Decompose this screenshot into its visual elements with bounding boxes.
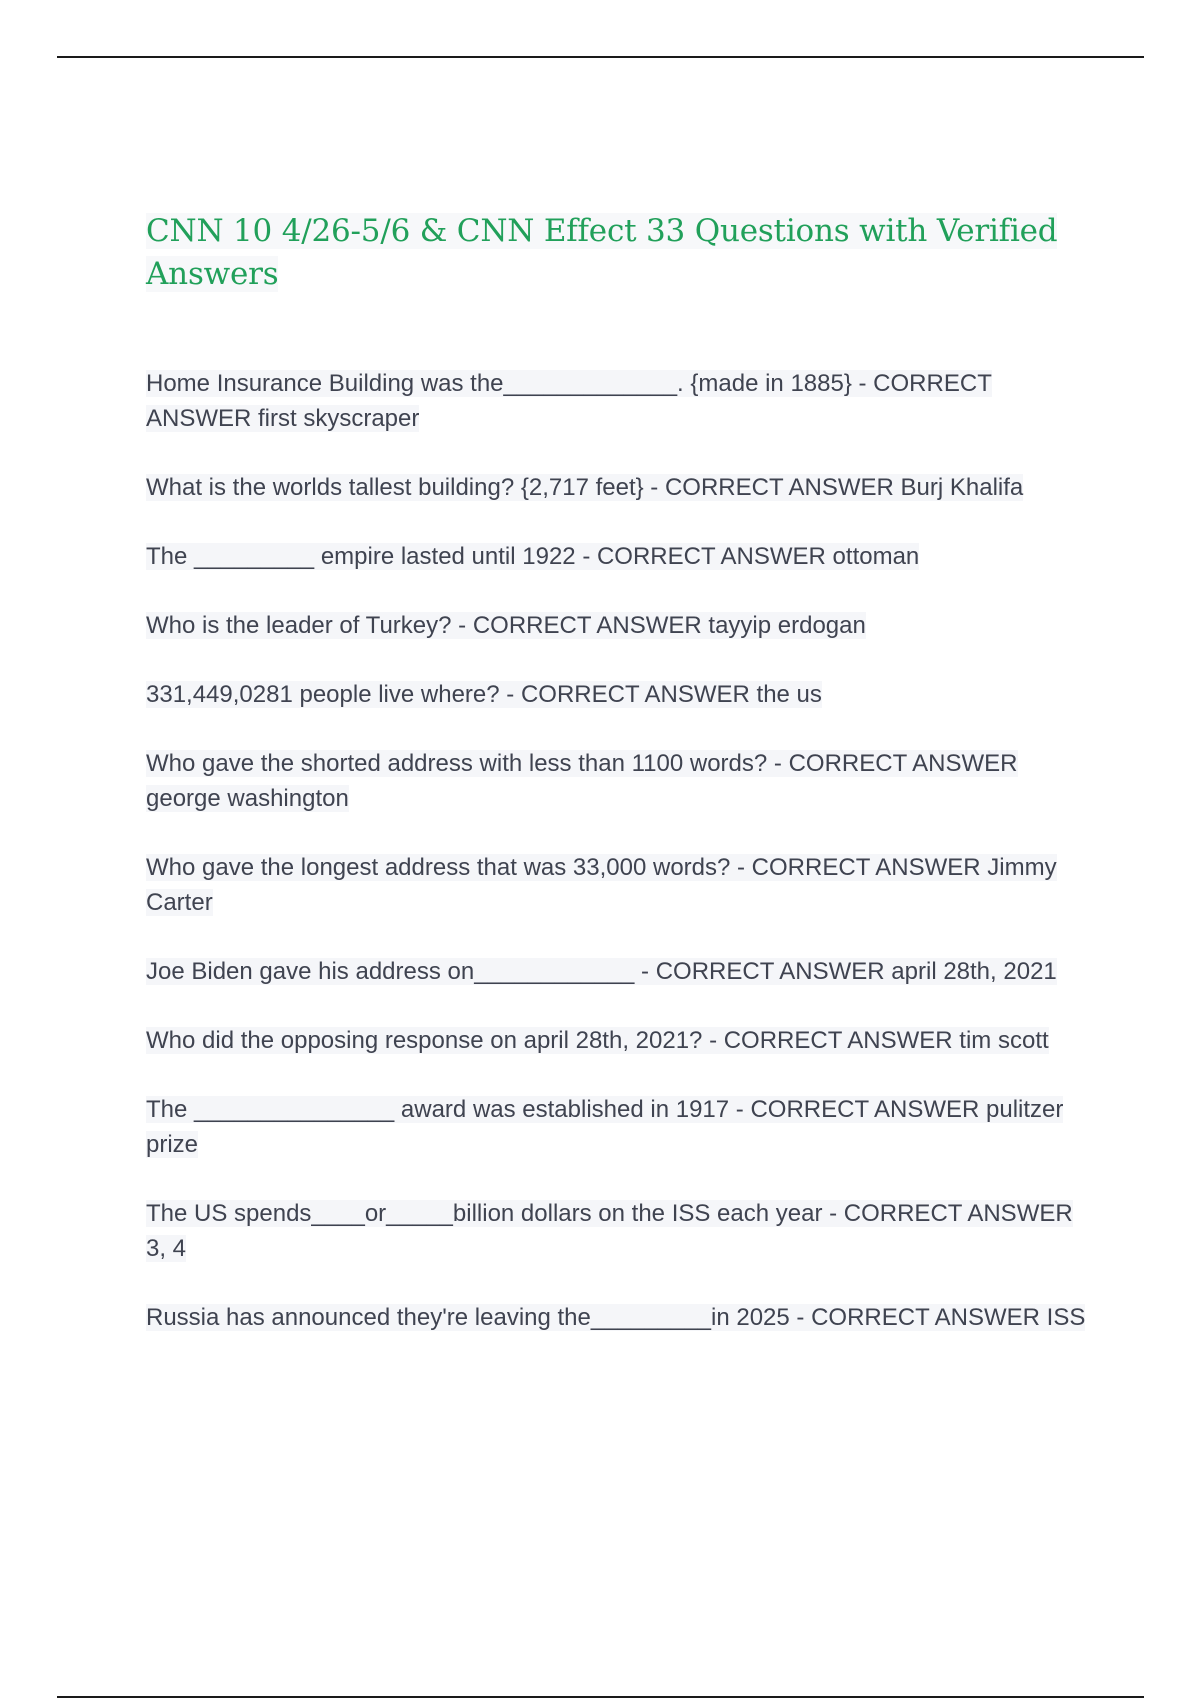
qa-item: Who did the opposing response on april 28th, 2021? - CORRECT ANSWER tim scott xyxy=(146,1027,1049,1054)
qa-item: What is the worlds tallest building? {2,717 feet} - CORRECT ANSWER Burj Khalifa xyxy=(146,474,1024,501)
document-body xyxy=(146,210,1096,1369)
qa-item: Joe Biden gave his address on____________ - CORRECT ANSWER april 28th, 2021 xyxy=(146,958,1057,985)
document-title: CNN 10 4/26-5/6 & CNN Effect 33 Questions with Verified Answers xyxy=(146,213,1058,292)
top-rule xyxy=(57,56,1144,58)
qa-item: The _________ empire lasted until 1922 - CORRECT ANSWER ottoman xyxy=(146,543,920,570)
qa-item: Who is the leader of Turkey? - CORRECT ANSWER tayyip erdogan xyxy=(146,612,866,639)
qa-item: The US spends____or_____billion dollars on the ISS each year - CORRECT ANSWER 3, 4 xyxy=(146,1200,1073,1262)
bottom-rule xyxy=(57,1696,1144,1698)
qa-item: Russia has announced they're leaving the_________in 2025 - CORRECT ANSWER ISS xyxy=(146,1304,1086,1331)
qa-item: The _______________ award was established in 1917 - CORRECT ANSWER pulitzer prize xyxy=(146,1096,1064,1158)
qa-item: Who gave the longest address that was 33,000 words? - CORRECT ANSWER Jimmy Carter xyxy=(146,854,1057,916)
qa-item: Who gave the shorted address with less than 1100 words? - CORRECT ANSWER george washington xyxy=(146,750,1018,812)
qa-item: Home Insurance Building was the_____________. {made in 1885} - CORRECT ANSWER first skyscraper xyxy=(146,370,992,432)
qa-item: 331,449,0281 people live where? - CORRECT ANSWER the us xyxy=(146,681,822,708)
qa-list xyxy=(146,366,1096,1335)
